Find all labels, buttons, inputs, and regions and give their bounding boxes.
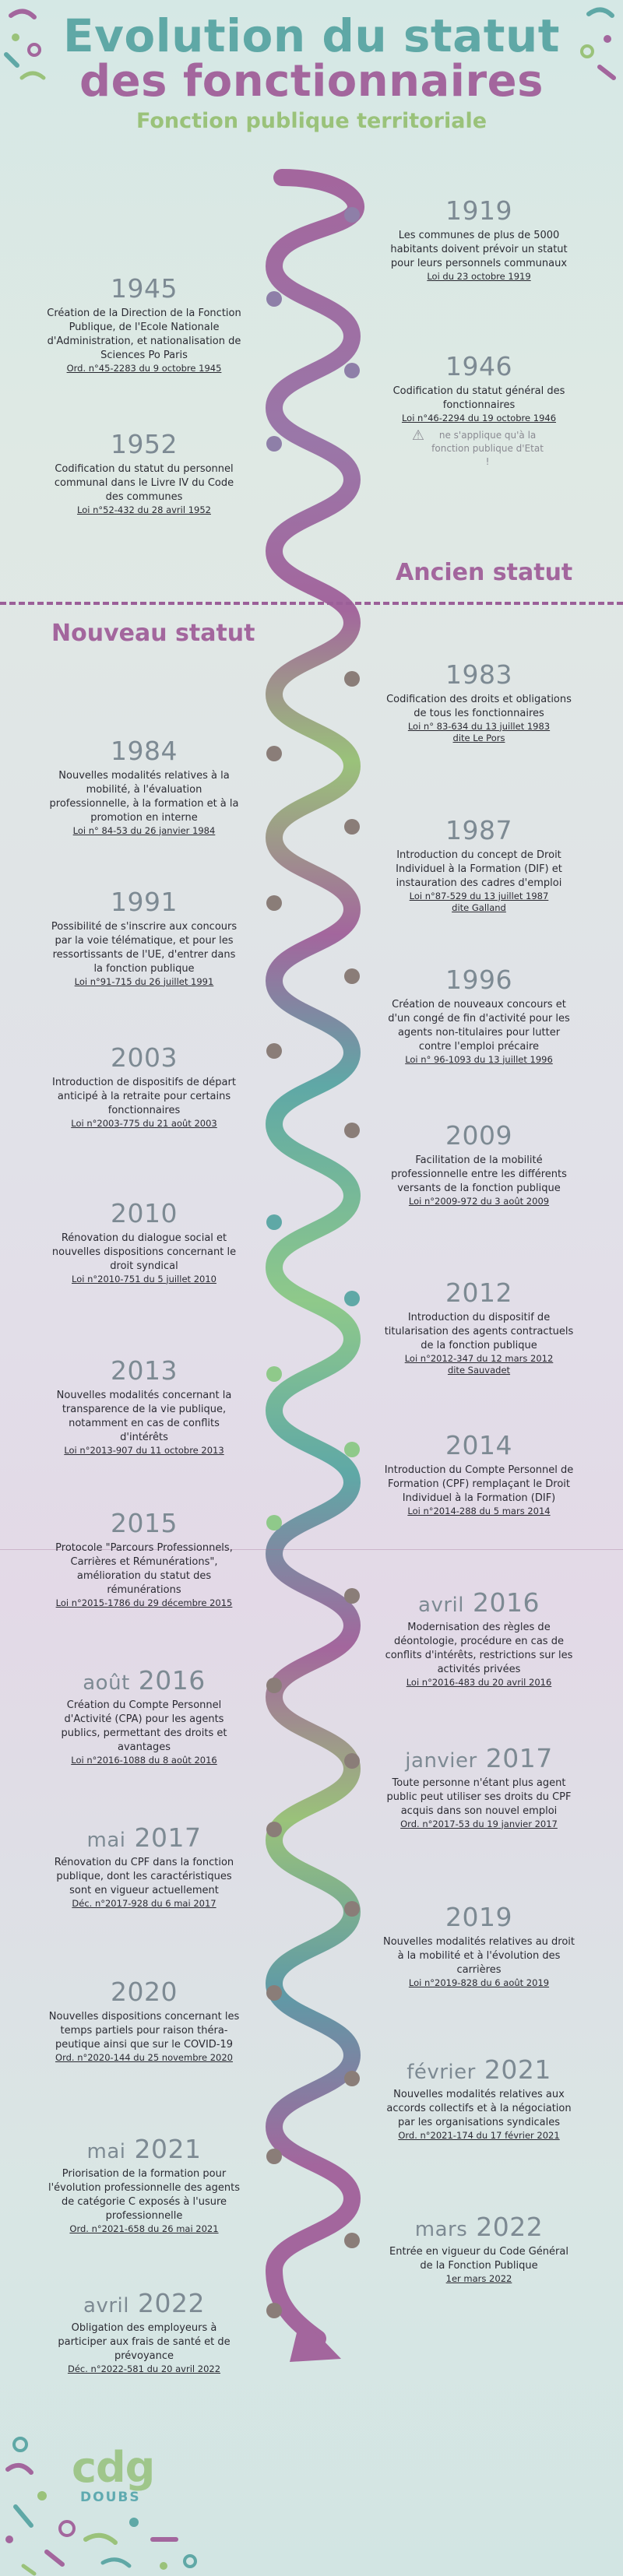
event-reference: Loi n°2019-828 du 6 août 2019: [408, 1977, 550, 1988]
event-2021-february: [382, 2055, 576, 2142]
event-month: mai: [86, 1829, 126, 1852]
event-description: Possibilité de s'inscrire aux concours par la voie télématique, et pour les ressortissants de l'UE, d'entrer dans la fonction publique: [51, 920, 238, 975]
page-subtitle: Fonction publique territoriale: [136, 109, 487, 133]
event-2003: [47, 1043, 241, 1130]
event-year-number: 2016: [138, 1665, 206, 1696]
event-year-number: 2017: [485, 1743, 553, 1773]
event-2010: [47, 1199, 241, 1285]
event-description: Création de nouveaux concours et d'un congé de fin d'activité pour les agents non-titulaires pour lutter contre l'emploi précaire: [388, 998, 570, 1053]
event-2016-april: [382, 1588, 576, 1689]
event-reference: Loi n°2012-347 du 12 mars 2012: [404, 1352, 554, 1364]
event-reference: 1er mars 2022: [445, 2272, 512, 2284]
logo-cdg: cdg: [72, 2443, 155, 2492]
event-month: mars: [414, 2218, 468, 2241]
event-year: 1991: [111, 887, 178, 917]
event-year: 1984: [111, 736, 178, 766]
event-reference: Loi n°46-2294 du 19 octobre 1946: [401, 412, 557, 423]
event-2019: [382, 1903, 576, 1989]
event-year: 2010: [111, 1198, 178, 1228]
event-description: Les communes de plus de 5000 habitants doivent prévoir un statut pour leurs personnels communaux: [390, 229, 568, 269]
event-2021-may: [47, 2135, 241, 2235]
event-description: Nouvelles modalités relatives aux accords collectifs et à la négociation par les organisations syndicales: [386, 2088, 572, 2128]
event-1919: [382, 196, 576, 283]
event-reference: Loi n°52-432 du 28 avril 1952: [77, 504, 211, 515]
event-year: 2012: [445, 1277, 512, 1308]
event-reference: Loi n°2015-1786 du 29 décembre 2015: [55, 1597, 233, 1608]
event-reference: Loi n°2010-751 du 5 juillet 2010: [72, 1273, 216, 1284]
event-reference: Déc. n°2017-928 du 6 mai 2017: [72, 1897, 216, 1909]
event-year: 1952: [111, 429, 178, 459]
section-label-new: Nouveau statut: [51, 620, 255, 647]
event-description: Nouvelles modalités relatives au droit à la mobilité et à l'évolution des carrières: [382, 1935, 575, 1976]
event-year: 1946: [445, 351, 512, 381]
event-year: 2019: [445, 1902, 512, 1932]
event-month: février: [407, 2061, 476, 2084]
event-note-text: ne s'applique qu'à la fonction publique d'Etat !: [431, 430, 544, 467]
event-reference-nickname: dite Galland: [452, 902, 506, 914]
event-year-number: 2021: [484, 2054, 551, 2085]
section-label-old: Ancien statut: [396, 559, 573, 586]
event-2012: [382, 1278, 576, 1377]
event-1983: [382, 660, 576, 745]
event-month: avril: [418, 1594, 464, 1617]
event-2017-may: [47, 1823, 241, 1910]
event-year: 1996: [445, 965, 512, 995]
timeline-snake: [274, 177, 356, 2339]
event-year: [47, 1666, 241, 1696]
event-year: 2015: [111, 1508, 178, 1538]
page-title-line1: Evolution du statut: [62, 9, 560, 62]
event-2017-january: [382, 1744, 576, 1830]
event-year: 1987: [445, 815, 512, 845]
event-description: Introduction du dispositif de titularisation des agents contractuels de la fonction publique: [384, 1311, 574, 1351]
event-description: Création de la Direction de la Fonction Publique, de l'Ecole Nationale d'Administration, et nationalisation de Sciences Po Paris: [47, 307, 241, 361]
event-year: [382, 2212, 576, 2242]
confetti-decoration: [6, 9, 614, 78]
event-year: 1945: [111, 273, 178, 304]
event-month: janvier: [405, 1749, 477, 1773]
event-description: Priorisation de la formation pour l'évolution professionnelle des agents de catégorie C exposés à l'usure professionnelle: [48, 2167, 240, 2222]
event-1952: [47, 430, 241, 516]
event-description: Nouvelles dispositions concernant les temps partiels pour raison théra-peutique ainsi que sur le COVID-19: [48, 2010, 240, 2051]
event-description: Toute personne n'étant plus agent public peut utiliser ses droits du CPF acquis dans son nouvel emploi: [386, 1776, 572, 1817]
event-description: Facilitation de la mobilité professionnelle entre les différents versants de la fonction publique: [391, 1154, 567, 1194]
event-year-number: 2021: [134, 2134, 202, 2164]
event-description: Entrée en vigueur du Code Général de la Fonction Publique: [389, 2245, 568, 2272]
event-description: Introduction de dispositifs de départ anticipé à la retraite pour certains fonctionnaires: [52, 1076, 236, 1116]
event-description: Obligation des employeurs à participer aux frais de santé et de prévoyance: [58, 2321, 231, 2362]
event-month: avril: [83, 2294, 129, 2318]
event-2013: [47, 1356, 241, 1457]
event-reference: Loi n°2014-288 du 5 mars 2014: [407, 1505, 551, 1516]
event-description: Codification du statut général des fonctionnaires: [392, 385, 565, 411]
event-year-number: 2016: [472, 1587, 540, 1618]
event-2015: [47, 1509, 241, 1609]
event-2022-march: [382, 2212, 576, 2285]
event-year: 1919: [445, 195, 512, 226]
event-month: août: [83, 1671, 130, 1695]
event-year: [47, 1823, 241, 1853]
event-description: Nouvelles modalités relatives à la mobilité, à l'évaluation professionnelle, à la formation et à la promotion en interne: [49, 769, 239, 824]
event-description: Rénovation du dialogue social et nouvelles dispositions concernant le droit syndical: [51, 1232, 237, 1272]
warning-icon: ⚠: [411, 427, 425, 445]
event-year: [47, 2289, 241, 2318]
event-description: Codification des droits et obligations de tous les fonctionnaires: [386, 693, 572, 719]
event-description: Nouvelles modalités concernant la transparence de la vie publique, notamment en cas de conflits d'intérêts: [56, 1389, 232, 1443]
event-description: Création du Compte Personnel d'Activité (CPA) pour les agents publics, permettant des droits et avantages: [61, 1699, 227, 1753]
event-year-number: 2022: [476, 2212, 544, 2242]
event-description: Introduction du Compte Personnel de Formation (CPF) remplaçant le Droit Individuel à la Formation (DIF): [384, 1464, 574, 1504]
section-divider: [0, 602, 623, 605]
event-description: Introduction du concept de Droit Individuel à la Formation (DIF) et instauration des cadres d'emploi: [396, 849, 562, 889]
event-reference: Ord. n°2021-658 du 26 mai 2021: [69, 2223, 219, 2234]
event-reference: Loi n°2009-972 du 3 août 2009: [408, 1195, 550, 1207]
event-reference: Loi n°2016-483 du 20 avril 2016: [406, 1676, 552, 1688]
event-year-number: 2022: [137, 2288, 205, 2318]
event-reference: Ord. n°45-2283 du 9 octobre 1945: [66, 362, 222, 374]
event-year: [47, 2135, 241, 2164]
event-reference-nickname: dite Le Pors: [452, 733, 505, 744]
event-description: Modernisation des règles de déontologie, procédure en cas de conflits d'intérêts, restrictions sur les activités privées: [385, 1621, 573, 1675]
event-2020: [47, 1977, 241, 2064]
event-1946: [382, 352, 576, 469]
event-description: Protocole "Parcours Professionnels, Carrières et Rémunérations", amélioration du statut des rémunérations: [55, 1541, 233, 1596]
event-reference: Loi n° 96-1093 du 13 juillet 1996: [405, 1053, 553, 1065]
event-year: [382, 1588, 576, 1618]
event-year: [382, 2055, 576, 2085]
event-reference: Loi n° 83-634 du 13 juillet 1983: [407, 720, 551, 732]
event-description: Codification du statut du personnel communal dans le Livre IV du Code des communes: [54, 462, 234, 503]
event-year: [382, 1744, 576, 1773]
event-reference: Loi du 23 octobre 1919: [427, 270, 531, 282]
event-reference: Ord. n°2020-144 du 25 novembre 2020: [55, 2051, 233, 2063]
event-year: 2013: [111, 1355, 178, 1386]
event-reference: Ord. n°2017-53 du 19 janvier 2017: [400, 1818, 558, 1829]
event-1945: [47, 274, 241, 374]
event-reference: Ord. n°2021-174 du 17 février 2021: [398, 2129, 560, 2141]
event-1996: [382, 965, 576, 1066]
event-2022-april: [47, 2289, 241, 2375]
event-reference: Loi n°91-715 du 26 juillet 1991: [74, 975, 214, 987]
event-description: Rénovation du CPF dans la fonction publique, dont les caractéristiques sont en vigueur actuellement: [54, 1856, 234, 1896]
event-year: 2003: [111, 1042, 178, 1073]
event-year: 1983: [445, 659, 512, 690]
event-reference: Déc. n°2022-581 du 20 avril 2022: [67, 2363, 221, 2374]
event-month: mai: [86, 2140, 126, 2163]
logo-subtitle: DOUBS: [80, 2490, 141, 2505]
event-1987: [382, 816, 576, 915]
event-reference: Loi n°87-529 du 13 juillet 1987: [409, 890, 549, 901]
event-2009: [382, 1121, 576, 1207]
event-reference-nickname: dite Sauvadet: [447, 1365, 511, 1376]
event-reference: Loi n°2003-775 du 21 août 2003: [71, 1117, 217, 1129]
event-year: 2009: [445, 1120, 512, 1151]
event-1984: [47, 736, 241, 837]
event-reference: Loi n°2013-907 du 11 octobre 2013: [64, 1444, 224, 1456]
event-reference: Loi n° 84-53 du 26 janvier 1984: [72, 824, 216, 836]
event-year: 2014: [445, 1430, 512, 1460]
event-2014: [382, 1431, 576, 1517]
event-year-number: 2017: [134, 1822, 202, 1853]
event-note: [382, 429, 576, 468]
event-year: 2020: [111, 1977, 178, 2007]
event-1991: [47, 887, 241, 988]
page-title-line2: des fonctionnaires: [79, 56, 544, 107]
event-reference: Loi n°2016-1088 du 8 août 2016: [71, 1754, 217, 1766]
event-2016-august: [47, 1666, 241, 1766]
